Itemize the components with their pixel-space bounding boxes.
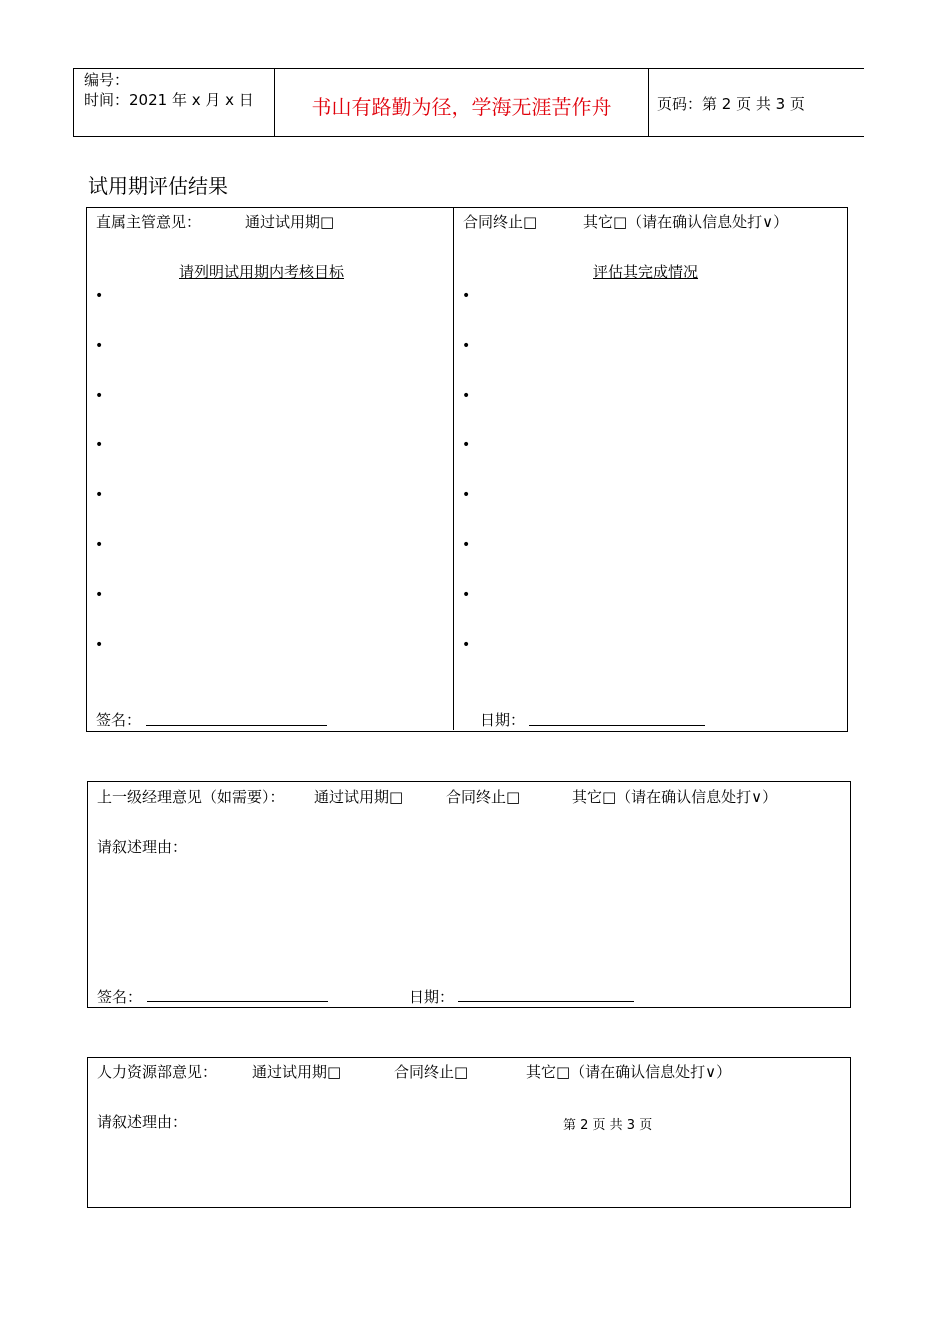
- goal-bullet[interactable]: •: [95, 388, 104, 404]
- completion-bullet[interactable]: •: [462, 388, 471, 404]
- supervisor-signature-field[interactable]: [146, 725, 327, 726]
- manager-signature-label: 签名：: [97, 988, 143, 1006]
- goal-bullet[interactable]: •: [95, 288, 104, 304]
- header-motto: 书山有路勤为径，学海无涯苦作舟: [311, 95, 612, 119]
- goal-bullet[interactable]: •: [95, 487, 104, 503]
- completion-bullet[interactable]: •: [462, 487, 471, 503]
- manager-terminate-checkbox[interactable]: 合同终止□: [446, 788, 521, 806]
- hr-opinion-label: 人力资源部意见：: [97, 1063, 218, 1081]
- header-info-cell: [74, 69, 275, 136]
- supervisor-column-divider: [453, 208, 454, 730]
- supervisor-terminate-checkbox[interactable]: 合同终止□: [463, 213, 538, 231]
- supervisor-opinion-box: [86, 207, 848, 732]
- completion-bullet[interactable]: •: [462, 537, 471, 553]
- manager-reason-label: 请叙述理由：: [97, 838, 188, 856]
- supervisor-opinion-label: 直属主管意见：: [96, 213, 202, 231]
- supervisor-signature-label: 签名：: [96, 711, 142, 729]
- goal-bullet[interactable]: •: [95, 338, 104, 354]
- completion-heading: 评估其完成情况: [593, 263, 699, 281]
- supervisor-date-label: 日期：: [480, 711, 526, 729]
- hr-pass-checkbox[interactable]: 通过试用期□: [252, 1063, 342, 1081]
- supervisor-other-checkbox[interactable]: 其它□（请在确认信息处打∨）: [583, 213, 789, 231]
- completion-bullet[interactable]: •: [462, 587, 471, 603]
- supervisor-date-field[interactable]: [529, 725, 705, 726]
- header-page-cell: [649, 69, 864, 136]
- completion-bullet[interactable]: •: [462, 338, 471, 354]
- document-number-label: 编号：: [84, 71, 130, 89]
- document-time-label: 时间：2021 年 x 月 x 日: [84, 91, 254, 109]
- goal-bullet[interactable]: •: [95, 587, 104, 603]
- hr-reason-label: 请叙述理由：: [97, 1113, 188, 1131]
- page-footer: 第 2 页 共 3 页: [563, 1118, 653, 1133]
- manager-opinion-box: [87, 781, 851, 1008]
- hr-terminate-checkbox[interactable]: 合同终止□: [394, 1063, 469, 1081]
- supervisor-pass-checkbox[interactable]: 通过试用期□: [245, 213, 335, 231]
- manager-other-checkbox[interactable]: 其它□（请在确认信息处打∨）: [572, 788, 778, 806]
- manager-pass-checkbox[interactable]: 通过试用期□: [314, 788, 404, 806]
- goal-bullet[interactable]: •: [95, 637, 104, 653]
- manager-date-label: 日期：: [409, 988, 455, 1006]
- completion-bullet[interactable]: •: [462, 437, 471, 453]
- manager-date-field[interactable]: [458, 1001, 634, 1002]
- goals-heading: 请列明试用期内考核目标: [179, 263, 345, 281]
- section-title: 试用期评估结果: [88, 174, 228, 198]
- completion-bullet[interactable]: •: [462, 637, 471, 653]
- goal-bullet[interactable]: •: [95, 437, 104, 453]
- goal-bullet[interactable]: •: [95, 537, 104, 553]
- completion-bullet[interactable]: •: [462, 288, 471, 304]
- manager-opinion-label: 上一级经理意见（如需要）：: [97, 788, 285, 806]
- manager-signature-field[interactable]: [147, 1001, 328, 1002]
- header-page-number: 页码：第 2 页 共 3 页: [657, 95, 805, 113]
- document-header: [73, 68, 864, 137]
- header-motto-cell: [275, 69, 649, 136]
- hr-other-checkbox[interactable]: 其它□（请在确认信息处打∨）: [526, 1063, 732, 1081]
